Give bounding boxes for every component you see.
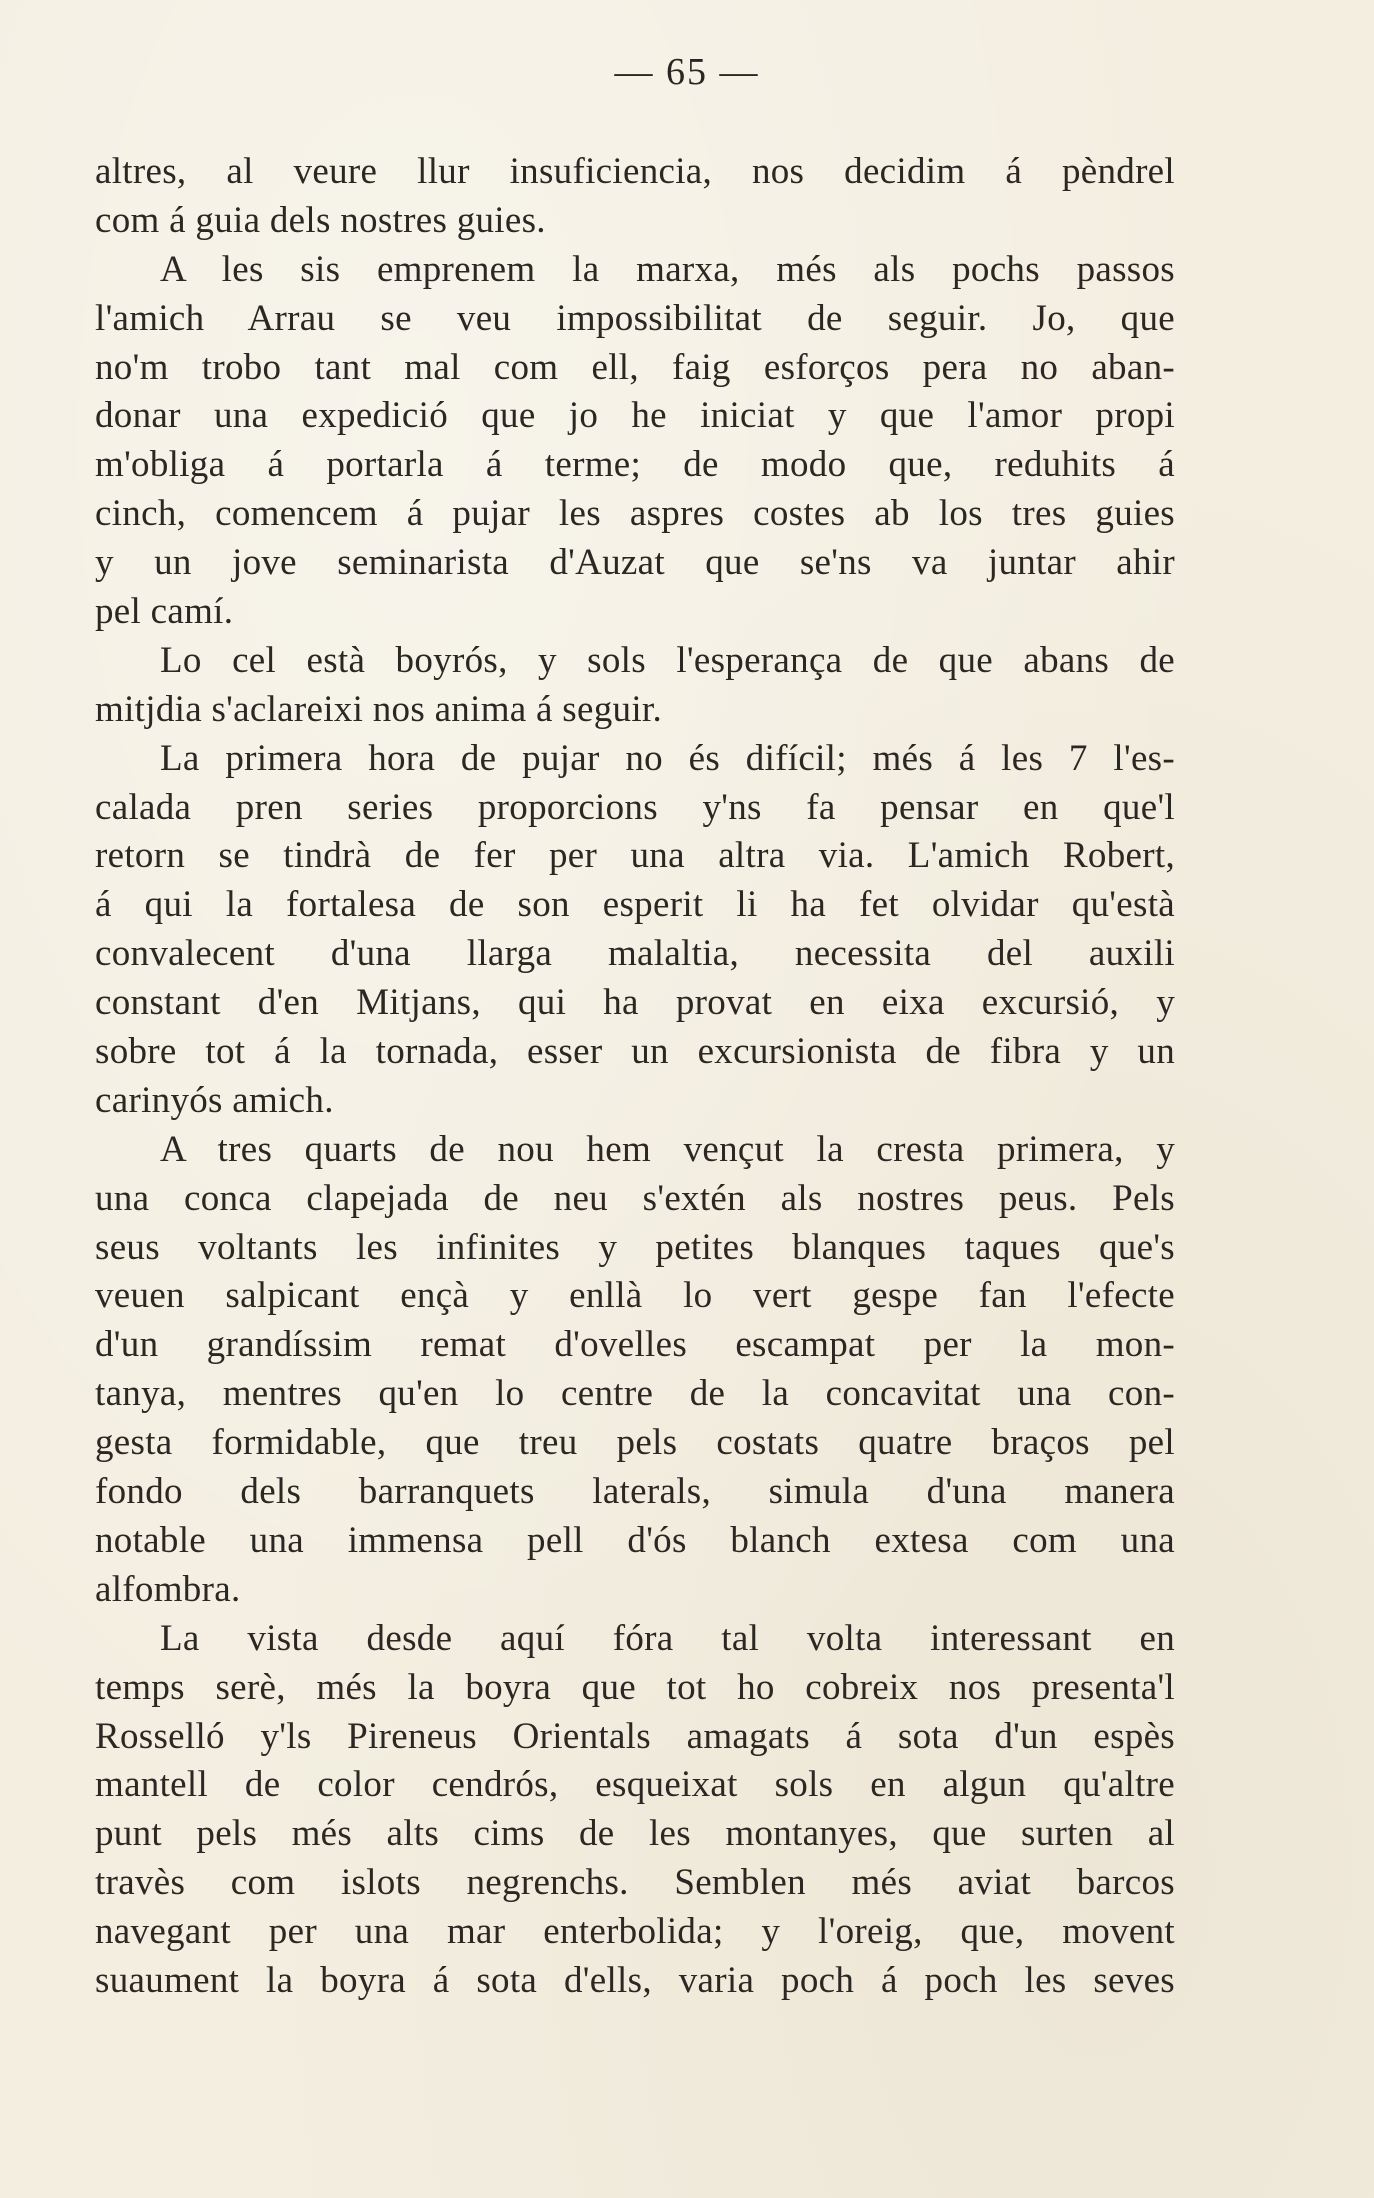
text-line: y un jove seminarista d'Auzat que se'ns va juntar ahir xyxy=(95,542,1175,584)
text-line: gesta formidable, que treu pels costats quatre braços pel xyxy=(95,1422,1175,1464)
text-line: tanya, mentres qu'en lo centre de la concavitat una con- xyxy=(95,1373,1175,1415)
page-number: — 65 — xyxy=(614,51,760,93)
text-line: Lo cel està boyrós, y sols l'esperança de que abans de xyxy=(160,639,1175,681)
text-line: carinyós amich. xyxy=(95,1079,334,1121)
text-line: donar una expedició que jo he iniciat y que l'amor propi xyxy=(95,395,1175,437)
text-line: alfombra. xyxy=(95,1568,241,1610)
text-line: punt pels més alts cims de les montanyes, que surten al xyxy=(95,1813,1175,1855)
text-line: á qui la fortalesa de son esperit li ha fet olvidar qu'està xyxy=(95,884,1175,926)
text-line: La vista desde aquí fóra tal volta interessant en xyxy=(160,1617,1175,1659)
text-line: veuen salpicant ençà y enllà lo vert gespe fan l'efecte xyxy=(95,1275,1175,1317)
text-line: temps serè, més la boyra que tot ho cobreix nos presenta'l xyxy=(95,1666,1175,1708)
text-line: com á guia dels nostres guies. xyxy=(95,199,546,241)
text-line: calada pren series proporcions y'ns fa pensar en que'l xyxy=(95,786,1175,828)
text-line: m'obliga á portarla á terme; de modo que, reduhits á xyxy=(95,444,1175,486)
body-text xyxy=(95,148,1175,2006)
text-line: convalecent d'una llarga malaltia, necessita del auxili xyxy=(95,933,1175,975)
text-line: constant d'en Mitjans, qui ha provat en eixa excursió, y xyxy=(95,982,1175,1024)
text-line: sobre tot á la tornada, esser un excursionista de fibra y un xyxy=(95,1031,1175,1073)
text-line: navegant per una mar enterbolida; y l'oreig, que, movent xyxy=(95,1911,1175,1953)
text-line: Rosselló y'ls Pireneus Orientals amagats á sota d'un espès xyxy=(95,1715,1175,1757)
text-line: cinch, comencem á pujar les aspres costes ab los tres guies xyxy=(95,493,1175,535)
text-line: altres, al veure llur insuficiencia, nos decidim á pèndrel xyxy=(95,151,1175,192)
text-line: fondo dels barranquets laterals, simula d'una manera xyxy=(95,1471,1175,1513)
text-line: suaument la boyra á sota d'ells, varia poch á poch les seves xyxy=(95,1959,1175,2001)
text-line: pel camí. xyxy=(95,591,234,633)
text-line: A les sis emprenem la marxa, més als pochs passos xyxy=(160,248,1175,290)
text-line: d'un grandíssim remat d'ovelles escampat per la mon- xyxy=(95,1324,1175,1366)
text-line: mantell de color cendrós, esqueixat sols en algun qu'altre xyxy=(95,1764,1175,1806)
text-line: seus voltants les infinites y petites blanques taques que's xyxy=(95,1226,1175,1268)
text-line: mitjdia s'aclareixi nos anima á seguir. xyxy=(95,688,663,730)
text-line: no'm trobo tant mal com ell, faig esforços pera no aban- xyxy=(95,346,1175,388)
text-line: una conca clapejada de neu s'extén als nostres peus. Pels xyxy=(95,1177,1175,1219)
text-line: notable una immensa pell d'ós blanch extesa com una xyxy=(95,1519,1175,1561)
text-line: l'amich Arrau se veu impossibilitat de seguir. Jo, que xyxy=(95,297,1175,339)
text-line: A tres quarts de nou hem vençut la cresta primera, y xyxy=(160,1128,1175,1170)
text-line: travès com islots negrenchs. Semblen més aviat barcos xyxy=(95,1862,1175,1904)
text-line: retorn se tindrà de fer per una altra via. L'amich Robert, xyxy=(95,835,1175,877)
text-line: La primera hora de pujar no és difícil; més á les 7 l'es- xyxy=(160,737,1175,779)
